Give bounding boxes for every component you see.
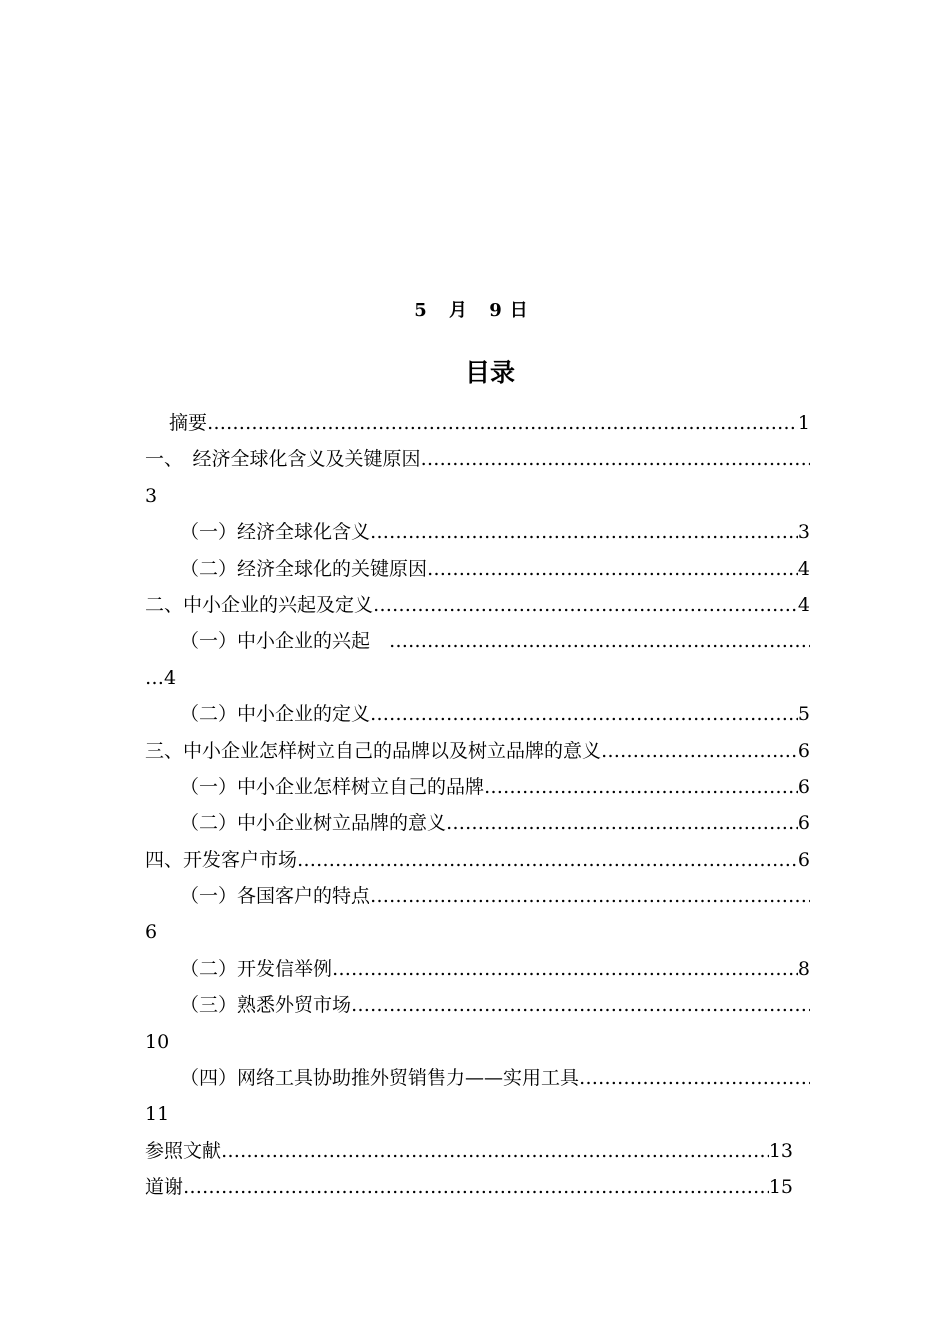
toc-entry-4-4[interactable] <box>145 1060 810 1096</box>
toc-entry-1-1[interactable] <box>145 514 810 550</box>
toc-leader-dots <box>221 1133 769 1169</box>
toc-entry-abstract[interactable] <box>145 405 810 441</box>
toc-entry-4-2[interactable] <box>145 951 810 987</box>
toc-entry-chapter-1-page-line <box>145 478 810 514</box>
toc-entry-page: 8 <box>797 957 810 980</box>
toc-leader-dots <box>601 733 798 769</box>
toc-entry-chapter-2[interactable] <box>145 587 810 623</box>
toc-entry-page: 4 <box>164 666 177 689</box>
toc-entry-references[interactable] <box>145 1133 793 1169</box>
toc-entry-page: 3 <box>145 484 158 507</box>
toc-leader-dots: … <box>145 666 164 689</box>
toc-leader-dots <box>484 769 798 805</box>
toc-entry-page: 13 <box>768 1139 793 1162</box>
toc-entry-4-3[interactable] <box>145 987 810 1023</box>
toc-title: 目录 <box>464 358 515 387</box>
toc-entry-acknowledgements[interactable] <box>145 1169 793 1205</box>
toc-leader-dots <box>579 1060 810 1096</box>
toc-entry-4-3-page-line <box>145 1024 810 1060</box>
toc-leader-dots <box>427 551 798 587</box>
toc-leader-dots <box>389 623 810 659</box>
toc-entry-page: 1 <box>797 412 810 434</box>
toc-entry-page: 6 <box>145 921 158 944</box>
toc-leader-dots <box>207 405 798 441</box>
toc-leader-dots <box>351 987 810 1023</box>
toc-entry-page: 5 <box>797 703 810 726</box>
toc-entry-label: 二、中小企业的兴起及定义 <box>145 593 374 616</box>
toc-entry-page: 15 <box>768 1176 793 1199</box>
document-date: 5 月 9日 <box>414 300 536 321</box>
toc-entry-4-1[interactable] <box>145 878 810 914</box>
toc-leader-dots <box>297 842 798 878</box>
toc-entry-page: 3 <box>797 521 810 544</box>
toc-entry-label: （二）中小企业的定义 <box>180 703 371 726</box>
toc-entry-label: （四）网络工具协助推外贸销售力——实用工具 <box>180 1067 580 1090</box>
toc-entry-label: 一、 经济全球化含义及关键原因 <box>145 448 421 471</box>
toc-entry-label: （一）各国客户的特点 <box>180 885 371 908</box>
toc-entry-label: 摘要 <box>169 412 208 434</box>
toc-entry-2-1-page-line <box>145 660 810 696</box>
toc-entry-3-1[interactable] <box>145 769 810 805</box>
toc-entry-label: （二）经济全球化的关键原因 <box>180 557 428 580</box>
toc-entry-chapter-3[interactable] <box>145 733 810 769</box>
toc-entry-page: 6 <box>797 812 810 835</box>
toc-entry-label: 参照文献 <box>145 1139 222 1162</box>
toc-leader-dots <box>370 878 810 914</box>
toc-entry-page: 11 <box>145 1103 170 1126</box>
toc-entry-label: （二）中小企业树立品牌的意义 <box>180 812 447 835</box>
toc-entry-page: 6 <box>797 775 810 798</box>
toc-entry-page: 6 <box>797 739 810 762</box>
toc-entry-3-2[interactable] <box>145 805 810 841</box>
toc-entry-2-2[interactable] <box>145 696 810 732</box>
toc-entry-chapter-4[interactable] <box>145 842 810 878</box>
toc-entry-page: 4 <box>797 557 810 580</box>
toc-entry-2-1[interactable] <box>145 623 810 659</box>
toc-leader-dots <box>332 951 798 987</box>
toc-entry-label: 三、中小企业怎样树立自己的品牌以及树立品牌的意义 <box>145 739 602 762</box>
toc-entry-label: （一）中小企业的兴起 <box>180 630 390 653</box>
toc-entry-page: 6 <box>797 848 810 871</box>
toc-entry-label: 道谢 <box>145 1176 184 1199</box>
toc-entry-label: 四、开发客户市场 <box>145 848 298 871</box>
toc-leader-dots <box>370 696 798 732</box>
toc-entry-label: （一）经济全球化含义 <box>180 521 371 544</box>
toc-entry-label: （三）熟悉外贸市场 <box>180 994 352 1017</box>
toc-entry-label: （二）开发信举例 <box>180 957 333 980</box>
toc-entry-4-4-page-line <box>145 1096 810 1132</box>
table-of-contents <box>145 405 810 1206</box>
toc-entry-page: 10 <box>145 1030 170 1053</box>
toc-leader-dots <box>183 1169 769 1205</box>
toc-entry-1-2[interactable] <box>145 551 810 587</box>
toc-entry-page: 4 <box>797 593 810 616</box>
toc-leader-dots <box>446 805 798 841</box>
toc-leader-dots <box>370 514 798 550</box>
toc-entry-4-1-page-line <box>145 914 810 950</box>
toc-entry-label: （一）中小企业怎样树立自己的品牌 <box>180 775 485 798</box>
toc-leader-dots <box>421 441 810 477</box>
toc-entry-chapter-1[interactable] <box>145 441 810 477</box>
toc-leader-dots <box>373 587 798 623</box>
